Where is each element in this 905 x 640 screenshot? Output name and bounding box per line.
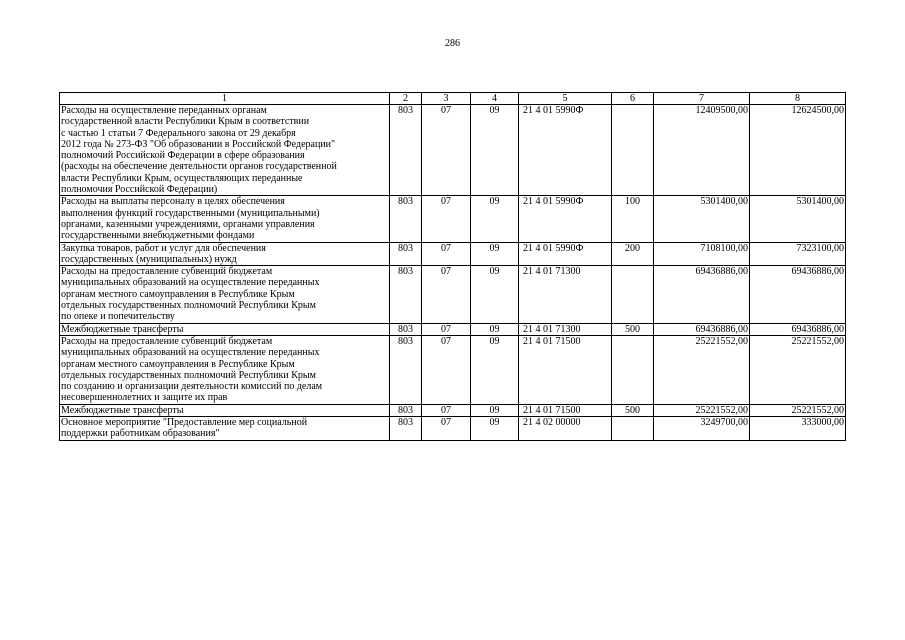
- header-col-1: 1: [60, 93, 390, 105]
- row-grbs: 803: [390, 417, 422, 441]
- row-subsection: 09: [471, 323, 519, 335]
- row-target-code: 21 4 01 5990Ф: [519, 105, 612, 196]
- row-sum-year2: 12624500,00: [750, 105, 846, 196]
- row-subsection: 09: [471, 266, 519, 323]
- table-row: [60, 242, 846, 266]
- row-name: Расходы на предоставление субвенций бюджетам муниципальных образований на осуществление переданных органам местного самоуправления в Республике Крым отдельных государственных полномочий Республики Крым по опеке и попечительству: [60, 266, 390, 323]
- row-grbs: 803: [390, 196, 422, 242]
- row-name: Межбюджетные трансферты: [60, 404, 390, 416]
- row-sum-year1: 69436886,00: [654, 323, 750, 335]
- row-expense-type: 200: [612, 242, 654, 266]
- row-grbs: 803: [390, 105, 422, 196]
- row-sum-year1: 25221552,00: [654, 335, 750, 404]
- table-row: [60, 323, 846, 335]
- row-section: 07: [422, 242, 471, 266]
- header-row: [60, 93, 846, 105]
- row-sum-year1: 12409500,00: [654, 105, 750, 196]
- row-sum-year1: 7108100,00: [654, 242, 750, 266]
- row-name: Основное мероприятие "Предоставление мер социальной поддержки работникам образования": [60, 417, 390, 441]
- row-section: 07: [422, 105, 471, 196]
- row-target-code: 21 4 01 5990Ф: [519, 196, 612, 242]
- row-name: Расходы на предоставление субвенций бюджетам муниципальных образований на осуществление переданных органам местного самоуправления в Республике Крым отдельных государственных полномочий Республики Крым по созданию и организации деятельности комиссий по делам несовершеннолетних и защите их прав: [60, 335, 390, 404]
- row-sum-year2: 333000,00: [750, 417, 846, 441]
- row-target-code: 21 4 01 5990Ф: [519, 242, 612, 266]
- header-col-7: 7: [654, 93, 750, 105]
- row-section: 07: [422, 196, 471, 242]
- row-section: 07: [422, 417, 471, 441]
- row-sum-year1: 5301400,00: [654, 196, 750, 242]
- row-expense-type: [612, 266, 654, 323]
- row-sum-year2: 7323100,00: [750, 242, 846, 266]
- budget-table: [59, 92, 846, 441]
- row-subsection: 09: [471, 242, 519, 266]
- row-sum-year1: 69436886,00: [654, 266, 750, 323]
- table-row: [60, 417, 846, 441]
- row-subsection: 09: [471, 105, 519, 196]
- header-col-3: 3: [422, 93, 471, 105]
- row-sum-year1: 25221552,00: [654, 404, 750, 416]
- row-section: 07: [422, 266, 471, 323]
- row-name: Расходы на осуществление переданных органам государственной власти Республики Крым в соответствии с частью 1 статьи 7 Федерального закона от 29 декабря 2012 года № 273-ФЗ "Об образовании в Российской Федерации" полномочий Российской Федерации в сфере образования (расходы на обеспечение деятельности органов государственной власти Республики Крым, осуществляющих переданные полномочия Российской Федерации): [60, 105, 390, 196]
- row-section: 07: [422, 335, 471, 404]
- row-subsection: 09: [471, 404, 519, 416]
- row-target-code: 21 4 01 71300: [519, 266, 612, 323]
- row-sum-year2: 25221552,00: [750, 335, 846, 404]
- row-sum-year1: 3249700,00: [654, 417, 750, 441]
- header-col-8: 8: [750, 93, 846, 105]
- row-subsection: 09: [471, 196, 519, 242]
- row-expense-type: [612, 105, 654, 196]
- row-sum-year2: 69436886,00: [750, 266, 846, 323]
- row-expense-type: [612, 417, 654, 441]
- table-row: [60, 335, 846, 404]
- header-col-5: 5: [519, 93, 612, 105]
- table-row: [60, 105, 846, 196]
- header-col-2: 2: [390, 93, 422, 105]
- row-target-code: 21 4 02 00000: [519, 417, 612, 441]
- row-name: Межбюджетные трансферты: [60, 323, 390, 335]
- row-section: 07: [422, 404, 471, 416]
- table-row: [60, 196, 846, 242]
- row-grbs: 803: [390, 323, 422, 335]
- row-expense-type: [612, 335, 654, 404]
- header-col-4: 4: [471, 93, 519, 105]
- row-sum-year2: 25221552,00: [750, 404, 846, 416]
- row-name: Расходы на выплаты персоналу в целях обеспечения выполнения функций государственными (муниципальными) органами, казенными учреждениями, органами управления государственными внебюджетными фондами: [60, 196, 390, 242]
- row-expense-type: 500: [612, 323, 654, 335]
- row-grbs: 803: [390, 335, 422, 404]
- row-section: 07: [422, 323, 471, 335]
- row-sum-year2: 5301400,00: [750, 196, 846, 242]
- header-col-6: 6: [612, 93, 654, 105]
- row-grbs: 803: [390, 242, 422, 266]
- page-number: 286: [445, 38, 460, 49]
- row-subsection: 09: [471, 335, 519, 404]
- row-target-code: 21 4 01 71300: [519, 323, 612, 335]
- table-row: [60, 404, 846, 416]
- row-expense-type: 500: [612, 404, 654, 416]
- row-grbs: 803: [390, 404, 422, 416]
- row-expense-type: 100: [612, 196, 654, 242]
- row-grbs: 803: [390, 266, 422, 323]
- row-sum-year2: 69436886,00: [750, 323, 846, 335]
- row-subsection: 09: [471, 417, 519, 441]
- table-row: [60, 266, 846, 323]
- row-target-code: 21 4 01 71500: [519, 335, 612, 404]
- row-name: Закупка товаров, работ и услуг для обеспечения государственных (муниципальных) нужд: [60, 242, 390, 266]
- row-target-code: 21 4 01 71500: [519, 404, 612, 416]
